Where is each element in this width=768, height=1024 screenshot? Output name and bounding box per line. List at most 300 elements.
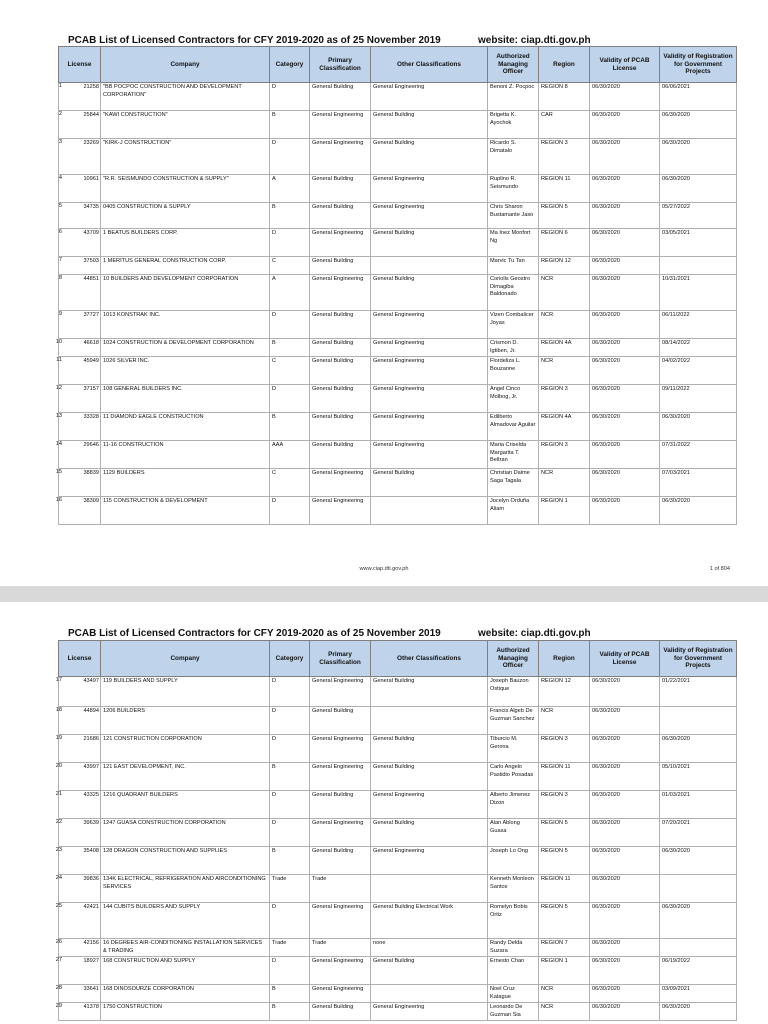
- cell-other: General Building: [371, 469, 488, 497]
- cell-category: B: [270, 847, 310, 875]
- cell-other: General Building: [371, 139, 488, 175]
- row-number: 24: [55, 875, 62, 881]
- cell-category: D: [270, 903, 310, 939]
- cell-primary: General Engineering: [310, 985, 371, 1003]
- col-header-company: Company: [101, 47, 270, 83]
- cell-officer: Leonardo De Guzman Sia: [488, 1003, 539, 1021]
- cell-officer: Carlo Angelo Pastidio Posadas: [488, 763, 539, 791]
- cell-registration: 05/27/2022: [660, 203, 737, 229]
- table-row: [59, 903, 737, 939]
- cell-license: 35408: [59, 847, 101, 875]
- cell-validity: 06/30/2020: [590, 1003, 660, 1021]
- cell-category: A: [270, 275, 310, 311]
- cell-license: 38309: [59, 497, 101, 525]
- cell-category: D: [270, 819, 310, 847]
- cell-registration: 03/09/2021: [660, 985, 737, 1003]
- cell-category: D: [270, 735, 310, 763]
- document-page-2: [0, 602, 768, 1024]
- col-header-category: Category: [270, 641, 310, 677]
- row-number: 20: [55, 763, 62, 769]
- cell-company: 121 CONSTRUCTION CORPORATION: [101, 735, 270, 763]
- table-row: [59, 357, 737, 385]
- cell-other: General Building: [371, 957, 488, 985]
- cell-registration: 06/30/2020: [660, 1003, 737, 1021]
- cell-license: 43997: [59, 763, 101, 791]
- row-number: 23: [55, 847, 62, 853]
- cell-region: REGION 3: [539, 139, 590, 175]
- cell-primary: General Building: [310, 175, 371, 203]
- cell-validity: 06/30/2020: [590, 985, 660, 1003]
- cell-category: Trade: [270, 875, 310, 903]
- cell-validity: 06/30/2020: [590, 385, 660, 413]
- row-number: 28: [55, 985, 62, 991]
- row-number: 25: [55, 903, 62, 909]
- table-row: [59, 791, 737, 819]
- cell-registration: 01/22/2021: [660, 677, 737, 707]
- cell-category: A: [270, 175, 310, 203]
- cell-region: REGION 12: [539, 677, 590, 707]
- cell-region: NCR: [539, 275, 590, 311]
- cell-category: C: [270, 469, 310, 497]
- cell-other: [371, 707, 488, 735]
- cell-registration: 06/30/2020: [660, 413, 737, 441]
- cell-category: C: [270, 357, 310, 385]
- cell-other: General Building: [371, 735, 488, 763]
- cell-license: 42421: [59, 903, 101, 939]
- cell-category: D: [270, 385, 310, 413]
- row-number: 16: [55, 497, 62, 503]
- cell-registration: 06/30/2020: [660, 735, 737, 763]
- cell-company: 1750 CONSTRUCTION: [101, 1003, 270, 1021]
- row-number: 12: [55, 385, 62, 391]
- cell-officer: Ma Inez Monfort Ng: [488, 229, 539, 257]
- cell-registration: 03/05/2021: [660, 229, 737, 257]
- cell-primary: General Building: [310, 707, 371, 735]
- cell-officer: Chris Sharon Bustamante Jaso: [488, 203, 539, 229]
- col-header-officer: Authorized Managing Officer: [488, 47, 539, 83]
- col-header-registration: Validity of Registration for Government Projects: [660, 641, 737, 677]
- table-row: [59, 339, 737, 357]
- cell-registration: [660, 875, 737, 903]
- cell-primary: General Building: [310, 311, 371, 339]
- table-row: [59, 497, 737, 525]
- cell-primary: General Building: [310, 847, 371, 875]
- col-header-validity: Validity of PCAB License: [590, 641, 660, 677]
- cell-company: "BB POCPOC CONSTRUCTION AND DEVELOPMENT CORPORATION": [101, 83, 270, 111]
- cell-region: REGION 1: [539, 497, 590, 525]
- cell-license: 29646: [59, 441, 101, 469]
- cell-company: 121 EAST DEVELOPMENT, INC.: [101, 763, 270, 791]
- cell-officer: Romelyn Bobis Ortiz: [488, 903, 539, 939]
- cell-region: REGION 5: [539, 819, 590, 847]
- cell-category: B: [270, 339, 310, 357]
- cell-other: General Engineering: [371, 847, 488, 875]
- cell-officer: Alberto Jimenez Dizon: [488, 791, 539, 819]
- cell-primary: General Engineering: [310, 139, 371, 175]
- col-header-license: License: [59, 47, 101, 83]
- page-title: PCAB List of Licensed Contractors for CFY 2019-2020 as of 25 November 2019: [68, 628, 441, 639]
- row-number: 2: [58, 111, 62, 117]
- page-number: 1 of 804: [709, 566, 730, 572]
- table-row: [59, 257, 737, 275]
- cell-officer: Angel Cinco Molbog, Jr.: [488, 385, 539, 413]
- cell-region: CAR: [539, 111, 590, 139]
- cell-primary: General Building: [310, 83, 371, 111]
- cell-registration: 06/30/2020: [660, 175, 737, 203]
- cell-primary: Trade: [310, 939, 371, 957]
- col-header-primary: Primary Classification: [310, 641, 371, 677]
- row-number: 29: [55, 1003, 62, 1009]
- cell-officer: Ricardo S. Dimatalo: [488, 139, 539, 175]
- cell-officer: Jocelyn Orduña Aliam: [488, 497, 539, 525]
- col-header-region: Region: [539, 641, 590, 677]
- cell-other: [371, 497, 488, 525]
- cell-officer: Marvic Tu Tan: [488, 257, 539, 275]
- cell-license: 42156: [59, 939, 101, 957]
- col-header-primary: Primary Classification: [310, 47, 371, 83]
- table-row: [59, 175, 737, 203]
- row-number: 8: [58, 275, 62, 281]
- cell-category: B: [270, 413, 310, 441]
- cell-validity: 06/30/2020: [590, 957, 660, 985]
- cell-company: "KIRK-J CONSTRUCTION": [101, 139, 270, 175]
- cell-company: 119 BUILDERS AND SUPPLY: [101, 677, 270, 707]
- cell-primary: General Engineering: [310, 903, 371, 939]
- cell-other: General Building: [371, 111, 488, 139]
- table-row: [59, 311, 737, 339]
- cell-other: General Building: [371, 763, 488, 791]
- col-header-other: Other Classifications: [371, 47, 488, 83]
- cell-category: AAA: [270, 441, 310, 469]
- row-number: 17: [55, 677, 62, 683]
- cell-registration: 06/06/2021: [660, 83, 737, 111]
- cell-officer: Flordeliza L. Bouzanne: [488, 357, 539, 385]
- cell-region: REGION 11: [539, 175, 590, 203]
- cell-officer: Joseph Bauzon Ostique: [488, 677, 539, 707]
- cell-validity: 06/30/2020: [590, 847, 660, 875]
- cell-registration: 06/30/2020: [660, 847, 737, 875]
- table-row: [59, 847, 737, 875]
- cell-company: 1 BEATUS BUILDERS CORP.: [101, 229, 270, 257]
- col-header-region: Region: [539, 47, 590, 83]
- cell-license: 43325: [59, 791, 101, 819]
- cell-license: 33641: [59, 985, 101, 1003]
- cell-officer: Tiburcio M. Gerona: [488, 735, 539, 763]
- cell-other: General Engineering: [371, 791, 488, 819]
- cell-category: C: [270, 257, 310, 275]
- row-number: 3: [58, 139, 62, 145]
- cell-region: NCR: [539, 1003, 590, 1021]
- col-header-validity: Validity of PCAB License: [590, 47, 660, 83]
- cell-other: General Engineering: [371, 1003, 488, 1021]
- cell-license: 44851: [59, 275, 101, 311]
- cell-license: 43709: [59, 229, 101, 257]
- cell-license: 37727: [59, 311, 101, 339]
- cell-primary: General Building: [310, 1003, 371, 1021]
- cell-validity: 06/30/2020: [590, 339, 660, 357]
- cell-primary: General Engineering: [310, 763, 371, 791]
- cell-primary: General Engineering: [310, 469, 371, 497]
- cell-company: 1013 KONSTRAK INC.: [101, 311, 270, 339]
- cell-company: 1 MERITUS GENERAL CONSTRUCTION CORP.: [101, 257, 270, 275]
- cell-category: B: [270, 763, 310, 791]
- row-number: 9: [58, 311, 62, 317]
- cell-company: 1206 BUILDERS: [101, 707, 270, 735]
- cell-region: NCR: [539, 311, 590, 339]
- cell-registration: 06/30/2020: [660, 111, 737, 139]
- cell-officer: Joseph Lo Ong: [488, 847, 539, 875]
- cell-validity: 06/30/2020: [590, 707, 660, 735]
- row-number: 18: [55, 707, 62, 713]
- cell-primary: General Building: [310, 441, 371, 469]
- cell-category: D: [270, 229, 310, 257]
- table-row: [59, 763, 737, 791]
- cell-officer: Brigetta K. Ayochok: [488, 111, 539, 139]
- cell-other: General Engineering: [371, 441, 488, 469]
- cell-other: [371, 985, 488, 1003]
- cell-officer: Francis Algeb De Guzman Sanchez: [488, 707, 539, 735]
- table-row: [59, 229, 737, 257]
- cell-registration: 08/14/2022: [660, 339, 737, 357]
- cell-region: REGION 3: [539, 735, 590, 763]
- cell-region: NCR: [539, 985, 590, 1003]
- row-number: 26: [55, 939, 62, 945]
- cell-other: General Building: [371, 275, 488, 311]
- cell-category: B: [270, 203, 310, 229]
- cell-region: REGION 3: [539, 441, 590, 469]
- cell-company: "R.R. SEISMUNDO CONSTRUCTION & SUPPLY": [101, 175, 270, 203]
- cell-other: General Building: [371, 229, 488, 257]
- cell-other: General Building: [371, 677, 488, 707]
- cell-region: REGION 5: [539, 203, 590, 229]
- table-row: [59, 111, 737, 139]
- row-number: 1: [58, 83, 62, 89]
- cell-registration: 09/11/2022: [660, 385, 737, 413]
- row-number: 27: [55, 957, 62, 963]
- cell-primary: General Engineering: [310, 819, 371, 847]
- cell-validity: 06/30/2020: [590, 677, 660, 707]
- cell-primary: General Building: [310, 385, 371, 413]
- cell-primary: Trade: [310, 875, 371, 903]
- contractors-table: [58, 46, 737, 525]
- col-header-registration: Validity of Registration for Government Projects: [660, 47, 737, 83]
- table-row: [59, 413, 737, 441]
- cell-registration: [660, 939, 737, 957]
- cell-other: General Engineering: [371, 339, 488, 357]
- cell-validity: 06/30/2020: [590, 203, 660, 229]
- cell-category: D: [270, 677, 310, 707]
- cell-validity: 06/30/2020: [590, 819, 660, 847]
- cell-license: 25844: [59, 111, 101, 139]
- cell-company: 168 DINOSOURZE CORPORATION: [101, 985, 270, 1003]
- cell-registration: 06/11/2022: [660, 311, 737, 339]
- cell-primary: General Engineering: [310, 275, 371, 311]
- row-number: 10: [55, 339, 62, 345]
- table-row: [59, 735, 737, 763]
- cell-officer: Ernesto Chan: [488, 957, 539, 985]
- cell-officer: Ruplino R. Seismundo: [488, 175, 539, 203]
- cell-region: REGION 6: [539, 229, 590, 257]
- cell-other: General Engineering: [371, 83, 488, 111]
- cell-primary: General Engineering: [310, 957, 371, 985]
- cell-region: NCR: [539, 357, 590, 385]
- cell-category: D: [270, 707, 310, 735]
- cell-validity: 06/30/2020: [590, 441, 660, 469]
- cell-region: REGION 11: [539, 763, 590, 791]
- cell-license: 18927: [59, 957, 101, 985]
- cell-officer: Benoni Z. Pocpoc: [488, 83, 539, 111]
- cell-registration: 06/30/2020: [660, 139, 737, 175]
- cell-license: 44894: [59, 707, 101, 735]
- cell-license: 37503: [59, 257, 101, 275]
- cell-region: REGION 3: [539, 791, 590, 819]
- cell-region: NCR: [539, 469, 590, 497]
- cell-validity: 06/30/2020: [590, 175, 660, 203]
- cell-registration: 07/20/2021: [660, 819, 737, 847]
- cell-region: REGION 3: [539, 385, 590, 413]
- cell-registration: 01/03/2021: [660, 791, 737, 819]
- cell-registration: 04/02/2022: [660, 357, 737, 385]
- cell-company: 11-16 CONSTRUCTION: [101, 441, 270, 469]
- contractors-table: [58, 640, 737, 1021]
- cell-primary: General Engineering: [310, 497, 371, 525]
- cell-license: 23269: [59, 139, 101, 175]
- cell-validity: 06/30/2020: [590, 903, 660, 939]
- cell-category: D: [270, 139, 310, 175]
- cell-license: 43497: [59, 677, 101, 707]
- footer-url: www.ciap.dti.gov.ph: [359, 566, 409, 572]
- cell-other: [371, 257, 488, 275]
- cell-validity: 06/30/2020: [590, 229, 660, 257]
- cell-category: D: [270, 497, 310, 525]
- row-number: 13: [55, 413, 62, 419]
- col-header-company: Company: [101, 641, 270, 677]
- table-row: [59, 875, 737, 903]
- table-row: [59, 469, 737, 497]
- cell-company: 144 CUBITS BUILDERS AND SUPPLY: [101, 903, 270, 939]
- cell-registration: 06/30/2020: [660, 903, 737, 939]
- row-number: 21: [55, 791, 62, 797]
- cell-primary: General Building: [310, 339, 371, 357]
- cell-other: General Building Electrical Work: [371, 903, 488, 939]
- cell-license: 41378: [59, 1003, 101, 1021]
- cell-category: D: [270, 791, 310, 819]
- cell-officer: Noel Cruz Katague: [488, 985, 539, 1003]
- cell-officer: Christian Dalme Saga Tagala: [488, 469, 539, 497]
- row-number: 14: [55, 441, 62, 447]
- cell-officer: Vizen Combalicer Joyas: [488, 311, 539, 339]
- cell-validity: 06/30/2020: [590, 311, 660, 339]
- row-number: 19: [55, 735, 62, 741]
- cell-officer: Coriolis Geostro Dimagiba Baldonado: [488, 275, 539, 311]
- table-row: [59, 83, 737, 111]
- cell-license: 37157: [59, 385, 101, 413]
- cell-validity: 06/30/2020: [590, 83, 660, 111]
- cell-registration: 07/03/2021: [660, 469, 737, 497]
- cell-registration: 05/10/2021: [660, 763, 737, 791]
- cell-license: 39836: [59, 875, 101, 903]
- cell-license: 46618: [59, 339, 101, 357]
- cell-license: 10961: [59, 175, 101, 203]
- cell-company: 16 DEGREES AIR-CONDITIONING INSTALLATION SERVICES & TRADING: [101, 939, 270, 957]
- cell-other: General Engineering: [371, 413, 488, 441]
- cell-primary: General Building: [310, 413, 371, 441]
- cell-company: 134K ELECTRICAL, REFRIGERATION AND AIRCONDITIONING SERVICES: [101, 875, 270, 903]
- cell-other: General Engineering: [371, 357, 488, 385]
- table-row: [59, 707, 737, 735]
- cell-region: NCR: [539, 707, 590, 735]
- cell-license: 45949: [59, 357, 101, 385]
- cell-license: 33328: [59, 413, 101, 441]
- row-number: 7: [58, 257, 62, 263]
- page-website: website: ciap.dti.gov.ph: [478, 35, 591, 46]
- cell-validity: 06/30/2020: [590, 497, 660, 525]
- row-number: 11: [56, 357, 62, 363]
- cell-validity: 06/30/2020: [590, 763, 660, 791]
- cell-region: REGION 12: [539, 257, 590, 275]
- cell-validity: 06/30/2020: [590, 413, 660, 441]
- cell-category: D: [270, 311, 310, 339]
- row-number: 6: [58, 229, 62, 235]
- cell-category: Trade: [270, 939, 310, 957]
- cell-other: General Engineering: [371, 311, 488, 339]
- page-title: PCAB List of Licensed Contractors for CFY 2019-2020 as of 25 November 2019: [68, 35, 441, 46]
- cell-primary: General Engineering: [310, 735, 371, 763]
- table-row: [59, 385, 737, 413]
- cell-company: 10 BUILDERS AND DEVELOPMENT CORPORATION: [101, 275, 270, 311]
- col-header-officer: Authorized Managing Officer: [488, 641, 539, 677]
- cell-company: 1129 BUILDERS: [101, 469, 270, 497]
- row-number: 5: [58, 203, 62, 209]
- cell-officer: Alan Ablong Guasa: [488, 819, 539, 847]
- cell-registration: 10/31/2021: [660, 275, 737, 311]
- cell-license: 21258: [59, 83, 101, 111]
- cell-category: D: [270, 957, 310, 985]
- cell-company: 0405 CONSTRUCTION & SUPPLY: [101, 203, 270, 229]
- row-number: 15: [55, 469, 62, 475]
- cell-company: 128 DRAGON CONSTRUCTION AND SUPPLIES: [101, 847, 270, 875]
- cell-category: B: [270, 1003, 310, 1021]
- cell-company: 168 CONSTRUCTION AND SUPPLY: [101, 957, 270, 985]
- cell-region: REGION 1: [539, 957, 590, 985]
- cell-primary: General Building: [310, 203, 371, 229]
- table-row: [59, 275, 737, 311]
- table-row: [59, 203, 737, 229]
- cell-validity: 06/30/2020: [590, 875, 660, 903]
- cell-company: 108 GENERAL BUILDERS INC.: [101, 385, 270, 413]
- cell-company: "KAWI CONSTRUCTION": [101, 111, 270, 139]
- cell-validity: 06/30/2020: [590, 257, 660, 275]
- cell-other: General Engineering: [371, 175, 488, 203]
- cell-officer: Crismon D. Igtiben, Jr.: [488, 339, 539, 357]
- cell-registration: [660, 707, 737, 735]
- page-website: website: ciap.dti.gov.ph: [478, 628, 591, 639]
- cell-validity: 06/30/2020: [590, 939, 660, 957]
- cell-license: 39639: [59, 819, 101, 847]
- cell-category: D: [270, 83, 310, 111]
- cell-other: General Engineering: [371, 385, 488, 413]
- cell-primary: General Engineering: [310, 229, 371, 257]
- table-row: [59, 1003, 737, 1021]
- cell-license: 34735: [59, 203, 101, 229]
- row-number: 22: [55, 819, 62, 825]
- table-row: [59, 985, 737, 1003]
- cell-region: REGION 7: [539, 939, 590, 957]
- table-row: [59, 939, 737, 957]
- col-header-license: License: [59, 641, 101, 677]
- cell-validity: 06/30/2020: [590, 735, 660, 763]
- cell-registration: 07/31/2022: [660, 441, 737, 469]
